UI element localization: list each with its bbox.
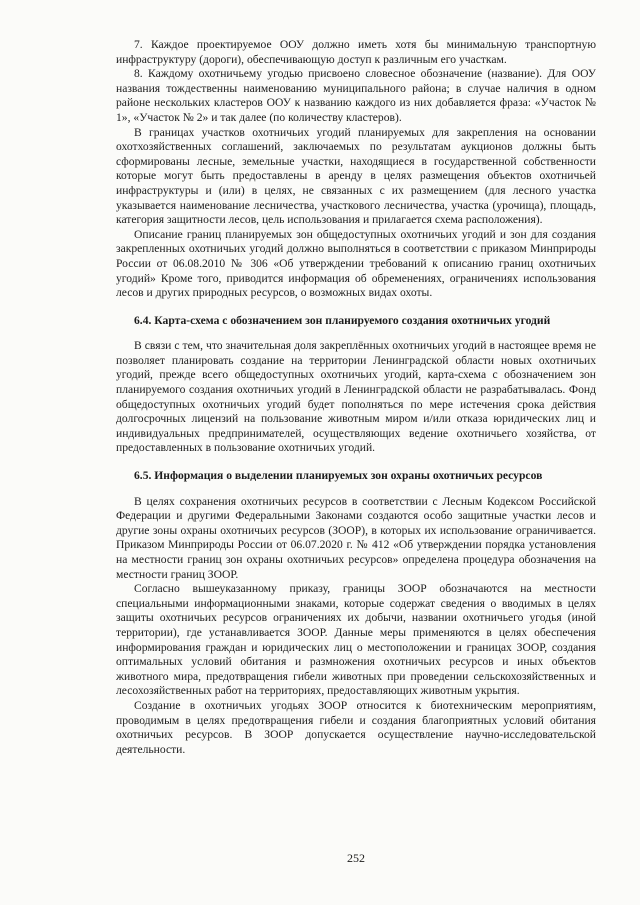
page-number: 252 xyxy=(347,851,365,865)
paragraph-boundary-description: Описание границ планируемых зон общедоступных охотничьих угодий и зон для создания закрепленных охотничьих угодий должно выполняться в соответствии с приказом Минприроды России от 06.08.2010 № 306 «Об утверждении требований к описанию границ охотничьих угодий» Кроме того, приводится информация об обременениях, ограничениях использования лесов и других природных ресурсов, о возможных видах охоты. xyxy=(116,227,596,300)
paragraph-item-8: 8. Каждому охотничьему угодью присвоено словесное обозначение (название). Для ООУ названия тождественны наименованию муниципального района; в случае наличия в одном районе нескольких кластеров ООУ к названию каждого из них добавляется фраза: «Участок № 1», «Участок № 2» и так далее (по количеству кластеров). xyxy=(116,67,596,124)
paragraph-item-7: 7. Каждое проектируемое ООУ должно иметь хотя бы минимальную транспортную инфраструктуру (дороги), обеспечивающую доступ к различным его участкам. xyxy=(116,38,596,66)
section-6-4-heading: 6.4. Карта-схема с обозначением зон планируемого создания охотничьих угодий xyxy=(134,313,551,327)
section-6-5-paragraph-3: Создание в охотничьих угодьях ЗООР относится к биотехническим мероприятиям, проводимым в целях предотвращения гибели и создания благоприятных условий обитания охотничьих ресурсов. В ЗООР допускается осуществление научно-исследовательской деятельности. xyxy=(116,698,596,756)
section-6-5-heading: 6.5. Информация о выделении планируемых зон охраны охотничьих ресурсов xyxy=(134,469,543,483)
section-6-5-paragraph-1: В целях сохранения охотничьих ресурсов в соответствии с Лесным Кодексом Российской Федерации и другими Федеральными Законами создаются особо защитные участки лесов и другие зоны охраны охотничьих ресурсов (ЗООР), в которых их использование ограничивается. Приказом Минприроды России от 06.07.2020 г. № 412 «Об утверждении порядка установления на местности границ зон охраны охотничьих ресурсов» определена процедура обозначения на местности границ ЗООР. xyxy=(116,494,596,581)
section-6-5-paragraph-2: Согласно вышеуказанному приказу, границы ЗООР обозначаются на местности специальными информационными знаками, которые содержат сведения о вводимых в целях защиты охотничьих ресурсов ограничениях их добычи, названии охотничьего угодья (иной территории), где устанавливается ЗООР. Данные меры применяются в целях обеспечения информирования граждан и юридических лиц о местоположении и границах ЗООР, создания оптимальных условий обитания и размножения охотничьих ресурсов и иных объектов животного мира, предотвращения гибели животных при проведении сельскохозяйственных и лесохозяйственных работ на территориях, предоставляющих животным укрытия. xyxy=(116,582,596,698)
section-6-4-paragraph: В связи с тем, что значительная доля закреплённых охотничьих угодий в настоящее время не позволяет планировать создание на территории Ленинградской области новых охотничьих угодий, прежде всего общедоступных охотничьих угодий, карта-схема с обозначением зон планируемого создания охотничьих угодий в Ленинградской области не разрабатывалась. Фонд общедоступных охотничьих угодий будет пополняться по мере истечения срока действия долгосрочных лицензий на пользование животным миром и/или отказа юридических лиц и индивидуальных предпринимателей, осуществляющих ведение охотничьего хозяйства, от предоставленных в пользование охотничьих угодий. xyxy=(116,339,596,455)
paragraph-plot-boundaries: В границах участков охотничьих угодий планируемых для закрепления на основании охотхозяйственных соглашений, заключаемых по результатам аукционов должны быть сформированы лесные, земельные участки, находящиеся в государственной собственности которые могут быть предоставлены в аренду в целях размещения объектов охотничьей инфраструктуры и (или) в целях, не связанных с их размещением (для лесного участка указывается наименование лесничества, участкового лесничества, участка (урочища), площадь, категория защитности лесов, цель использования и прилагается схема расположения). xyxy=(116,125,596,227)
